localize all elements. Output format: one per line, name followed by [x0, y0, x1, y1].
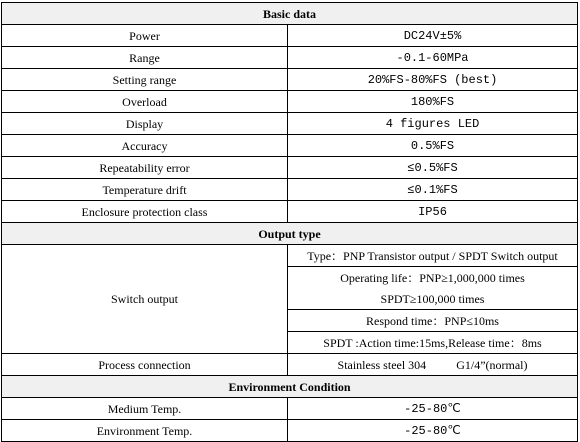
- row-value-repeatability-error: ≤0.5%FS: [288, 157, 578, 179]
- row-value-setting-range: 20%FS-80%FS (best): [288, 69, 578, 91]
- row-label-overload: Overload: [2, 91, 288, 113]
- row-label-enclosure-protection: Enclosure protection class: [2, 201, 288, 223]
- row-value-range: -0.1-60MPa: [288, 47, 578, 69]
- spec-table: [1, 2, 578, 442]
- table-row: [2, 354, 578, 376]
- table-row: [2, 201, 578, 223]
- table-row: [2, 47, 578, 69]
- row-value-overload: 180%FS: [288, 91, 578, 113]
- row-label-power: Power: [2, 25, 288, 47]
- row-value-medium-temp: -25-80℃: [288, 398, 578, 420]
- table-row: [2, 157, 578, 179]
- table-row: [2, 25, 578, 47]
- table-row: [2, 69, 578, 91]
- row-label-process-connection: Process connection: [2, 354, 288, 376]
- table-row: [2, 113, 578, 135]
- row-value-temperature-drift: ≤0.1%FS: [288, 179, 578, 201]
- process-connection-material: Stainless steel 304: [337, 357, 427, 372]
- section-header-output-type: Output type: [2, 223, 578, 245]
- row-value-process-connection: [288, 354, 578, 376]
- row-label-setting-range: Setting range: [2, 69, 288, 91]
- table-row: [2, 179, 578, 201]
- row-value-accuracy: 0.5%FS: [288, 135, 578, 157]
- row-label-environment-temp: Environment Temp.: [2, 420, 288, 442]
- table-row: [2, 245, 578, 267]
- section-header-basic-data: Basic data: [2, 3, 578, 25]
- row-label-switch-output: Switch output: [2, 245, 288, 354]
- row-label-range: Range: [2, 47, 288, 69]
- row-value-environment-temp: -25-80℃: [288, 420, 578, 442]
- table-row: [2, 420, 578, 442]
- switch-output-operating-life: Operating life：PNP≥1,000,000 times: [288, 267, 578, 289]
- table-row: [2, 91, 578, 113]
- row-label-medium-temp: Medium Temp.: [2, 398, 288, 420]
- table-row: [2, 135, 578, 157]
- row-label-display: Display: [2, 113, 288, 135]
- row-value-enclosure-protection: IP56: [288, 201, 578, 223]
- switch-output-spdt-timing: SPDT :Action time:15ms,Release time：8ms: [288, 332, 578, 354]
- row-value-display: 4 figures LED: [288, 113, 578, 135]
- row-label-repeatability-error: Repeatability error: [2, 157, 288, 179]
- row-label-temperature-drift: Temperature drift: [2, 179, 288, 201]
- process-connection-thread: G1/4”(normal): [456, 357, 528, 372]
- switch-output-type: Type：PNP Transistor output / SPDT Switch output: [288, 245, 578, 267]
- section-header-environment: Environment Condition: [2, 376, 578, 398]
- switch-output-spdt-life: SPDT≥100,000 times: [288, 288, 578, 310]
- table-row: [2, 398, 578, 420]
- row-value-power: DC24V±5%: [288, 25, 578, 47]
- switch-output-respond-time: Respond time：PNP≤10ms: [288, 310, 578, 332]
- row-label-accuracy: Accuracy: [2, 135, 288, 157]
